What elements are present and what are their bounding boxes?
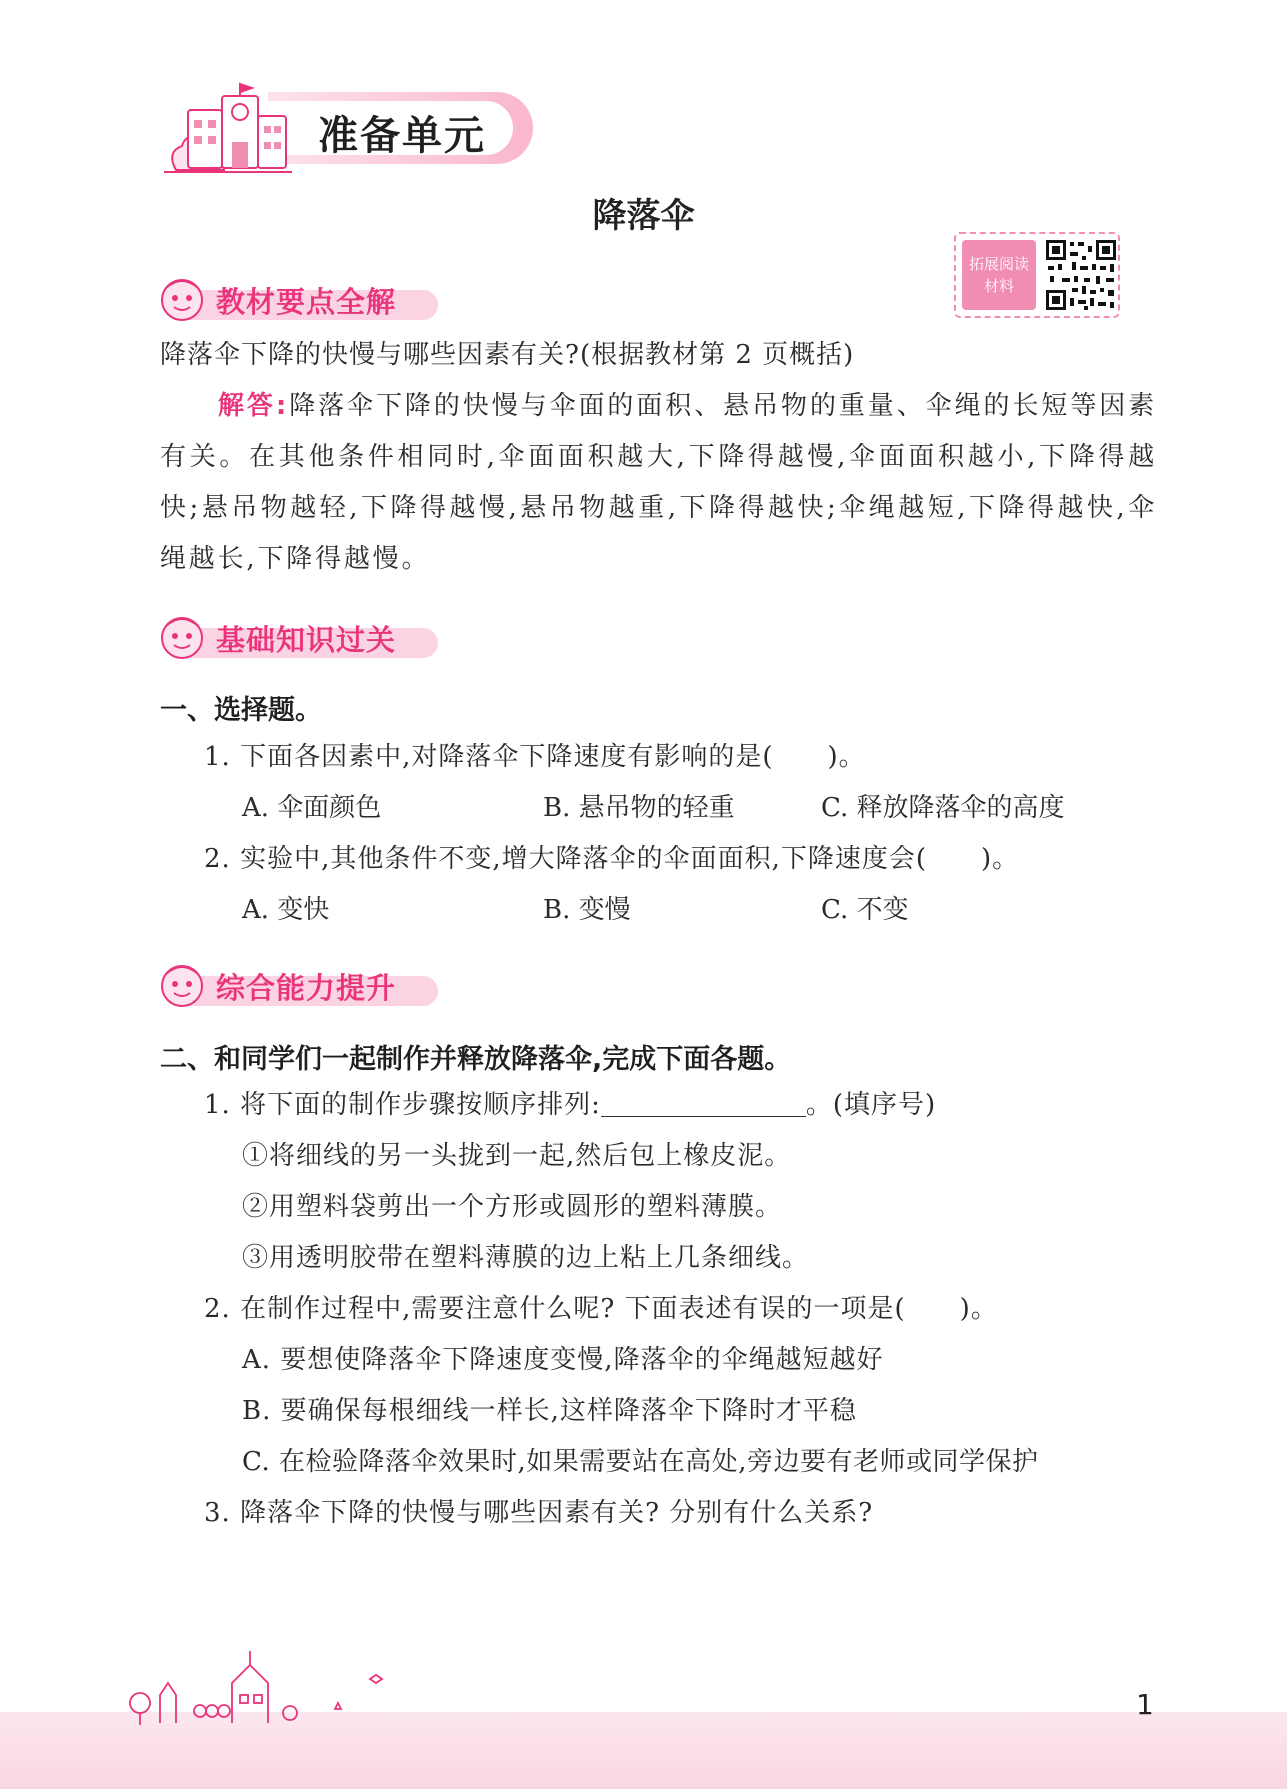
step-2: ②用塑料袋剪出一个方形或圆形的塑料薄膜。 [242,1192,783,1222]
q1-option-a[interactable]: A. 伞面颜色 [242,793,382,823]
q1-option-c[interactable]: C. 释放降落伞的高度 [821,793,1065,823]
lesson-title: 降落伞 [592,196,695,236]
cartoon-face-icon [158,610,210,662]
question-1-stem: 1. 下面各因素中,对降落伞下降速度有影响的是( )。 [204,742,866,772]
section-title: 综合能力提升 [216,971,397,1005]
question-3-1-stem [204,1080,936,1130]
qr-label-line2: 材料 [983,277,1014,295]
q3-1-stem-after: 。(填序号) [805,1090,937,1120]
answer-blank[interactable] [601,1086,806,1117]
step-3: ③用透明胶带在塑料薄膜的边上粘上几条细线。 [242,1243,810,1273]
key-question: 降落伞下降的快慢与哪些因素有关?(根据教材第 2 页概括) [160,340,855,370]
part-one-title: 一、选择题。 [160,695,322,726]
qr-code-icon [1044,238,1118,312]
section-title: 教材要点全解 [216,285,397,319]
step-1: ①将细线的另一头拢到一起,然后包上橡皮泥。 [242,1141,792,1171]
q2-option-b[interactable]: B. 变慢 [543,895,631,925]
qr-extended-reading[interactable] [954,232,1120,318]
qr-label [962,240,1036,310]
q3-1-stem-before: 1. 将下面的制作步骤按顺序排列: [204,1090,601,1120]
answer-paragraph [160,381,1157,585]
q3-2-option-b[interactable]: B. 要确保每根细线一样长,这样降落伞下降时才平稳 [242,1396,857,1426]
page-number: 1 [1136,1688,1154,1721]
q3-2-option-c[interactable]: C. 在检验降落伞效果时,如果需要站在高处,旁边要有老师或同学保护 [242,1447,1039,1477]
unit-title: 准备单元 [318,113,486,159]
q3-2-option-a[interactable]: A. 要想使降落伞下降速度变慢,降落伞的伞绳越短越好 [242,1345,884,1375]
section-title: 基础知识过关 [216,623,397,657]
q1-option-b[interactable]: B. 悬吊物的轻重 [543,793,735,823]
question-2-stem: 2. 实验中,其他条件不变,增大降落伞的伞面面积,下降速度会( )。 [204,844,1020,874]
answer-label: 解答: [218,391,290,421]
part-two-title: 二、和同学们一起制作并释放降落伞,完成下面各题。 [160,1044,792,1075]
q2-option-a[interactable]: A. 变快 [242,895,330,925]
town-illustration-icon [120,1645,420,1725]
question-3-3-stem: 3. 降落伞下降的快慢与哪些因素有关? 分别有什么关系? [204,1498,874,1528]
section-header-basic-knowledge [158,610,448,662]
section-header-ability [158,958,448,1010]
section-header-key-points [158,272,448,324]
unit-banner [158,82,543,177]
cartoon-face-icon [158,958,210,1010]
q2-option-c[interactable]: C. 不变 [821,895,909,925]
question-3-2-stem: 2. 在制作过程中,需要注意什么呢? 下面表述有误的一项是( )。 [204,1294,998,1324]
cartoon-face-icon [158,272,210,324]
answer-text: 降落伞下降的快慢与伞面的面积、悬吊物的重量、伞绳的长短等因素有关。在其他条件相同时,伞面面积越大,下降得越慢,伞面面积越小,下降得越快;悬吊物越轻,下降得越慢,悬吊物越重,下降得越快;伞绳越短,下降得越快,伞绳越长,下降得越慢。 [160,391,1157,574]
school-building-icon [158,82,298,177]
qr-label-line1: 拓展阅读 [968,255,1029,273]
